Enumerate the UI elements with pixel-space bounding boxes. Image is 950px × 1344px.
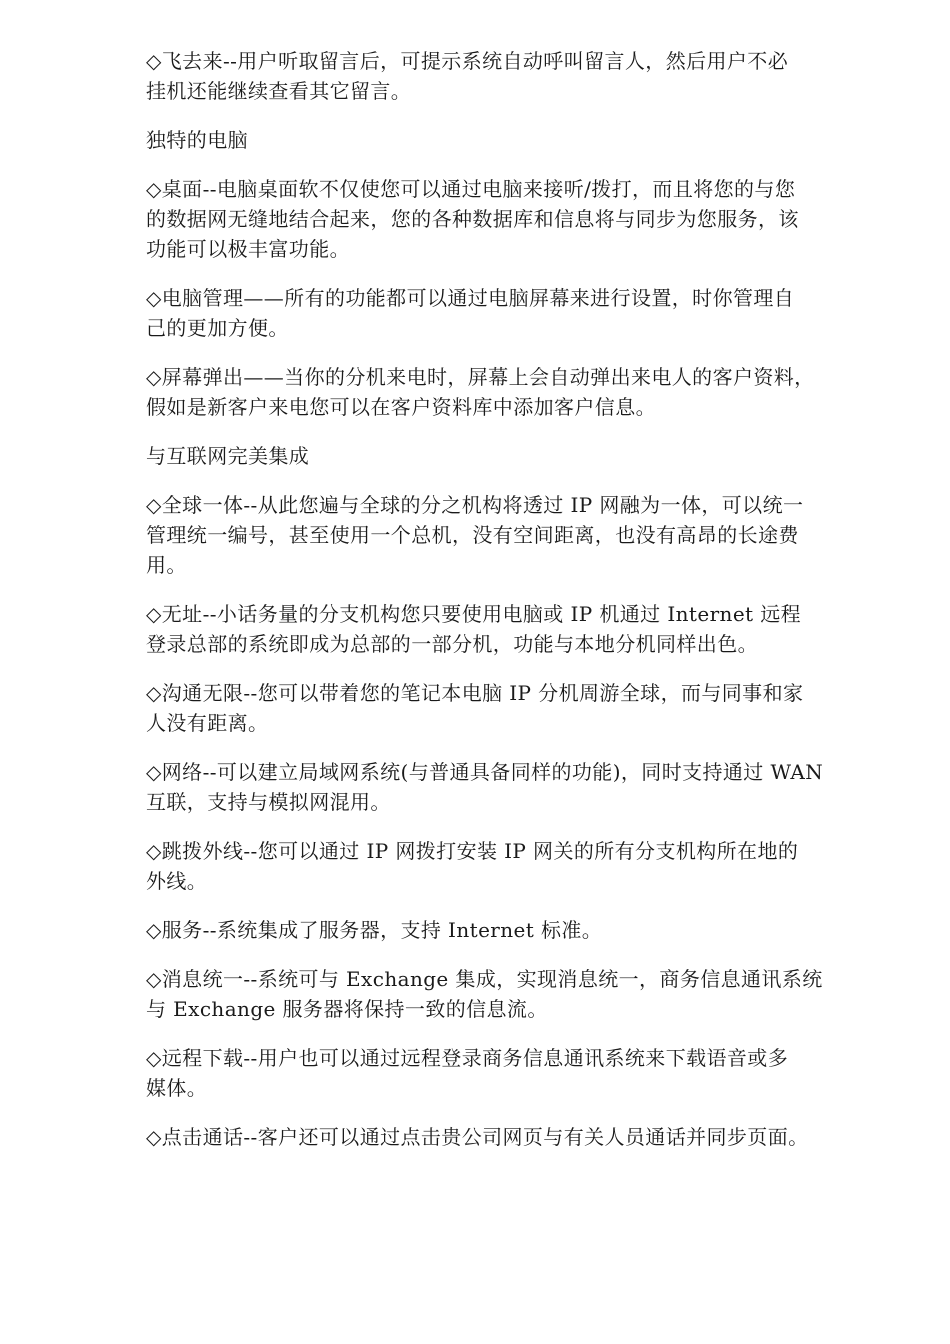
text-line: ◇网络--可以建立局域网系统(与普通具备同样的功能)，同时支持通过 WAN: [146, 760, 824, 784]
paragraph: [146, 125, 881, 155]
paragraph: [146, 836, 881, 896]
paragraph: [146, 490, 881, 580]
paragraph: [146, 915, 881, 945]
text-line: ◇无址--小话务量的分支机构您只要使用电脑或 IP 机通过 Internet 远程: [146, 602, 802, 626]
paragraph: [146, 599, 881, 659]
text-line: 外线。: [146, 869, 208, 893]
paragraph: [146, 174, 881, 264]
text-line: ◇沟通无限--您可以带着您的笔记本电脑 IP 分机周游全球，而与同事和家: [146, 681, 804, 705]
text-line: ◇桌面--电脑桌面软不仅使您可以通过电脑来接听/拨打，而且将您的与您: [146, 177, 796, 201]
text-line: ◇屏幕弹出——当你的分机来电时，屏幕上会自动弹出来电人的客户资料，: [146, 365, 815, 389]
text-line: 独特的电脑: [146, 128, 248, 152]
text-line: 挂机还能继续查看其它留言。: [146, 79, 412, 103]
text-line: 人没有距离。: [146, 711, 269, 735]
paragraph: [146, 362, 881, 422]
text-line: 登录总部的系统即成为总部的一部分机，功能与本地分机同样出色。: [146, 632, 758, 656]
text-line: 假如是新客户来电您可以在客户资料库中添加客户信息。: [146, 395, 656, 419]
text-line: 媒体。: [146, 1076, 208, 1100]
paragraph: [146, 46, 881, 106]
text-line: ◇点击通话--客户还可以通过点击贵公司网页与有关人员通话并同步页面。: [146, 1125, 809, 1149]
text-line: 的数据网无缝地结合起来，您的各种数据库和信息将与同步为您服务，该: [146, 207, 799, 231]
paragraph: [146, 283, 881, 343]
paragraph: [146, 678, 881, 738]
document-page: [146, 46, 881, 1171]
text-line: ◇全球一体--从此您遍与全球的分之机构将透过 IP 网融为一体，可以统一: [146, 493, 804, 517]
text-line: 功能可以极丰富功能。: [146, 237, 350, 261]
text-line: ◇消息统一--系统可与 Exchange 集成，实现消息统一，商务信息通讯系统: [146, 967, 823, 991]
text-line: 与 Exchange 服务器将保持一致的信息流。: [146, 997, 548, 1021]
paragraph: [146, 441, 881, 471]
paragraph: [146, 1043, 881, 1103]
text-line: 管理统一编号，甚至使用一个总机，没有空间距离，也没有高昂的长途费: [146, 523, 799, 547]
text-line: 互联，支持与模拟网混用。: [146, 790, 391, 814]
paragraph: [146, 757, 881, 817]
text-line: ◇电脑管理——所有的功能都可以通过电脑屏幕来进行设置，时你管理自: [146, 286, 795, 310]
paragraph: [146, 1122, 881, 1152]
paragraph: [146, 964, 881, 1024]
text-line: 与互联网完美集成: [146, 444, 310, 468]
text-line: ◇跳拨外线--您可以通过 IP 网拨打安装 IP 网关的所有分支机构所在地的: [146, 839, 799, 863]
text-line: ◇飞去来--用户听取留言后，可提示系统自动呼叫留言人，然后用户不必: [146, 49, 789, 73]
text-line: 用。: [146, 553, 187, 577]
text-line: ◇服务--系统集成了服务器，支持 Internet 标准。: [146, 918, 603, 942]
text-line: ◇远程下载--用户也可以通过远程登录商务信息通讯系统来下载语音或多: [146, 1046, 789, 1070]
text-line: 己的更加方便。: [146, 316, 289, 340]
